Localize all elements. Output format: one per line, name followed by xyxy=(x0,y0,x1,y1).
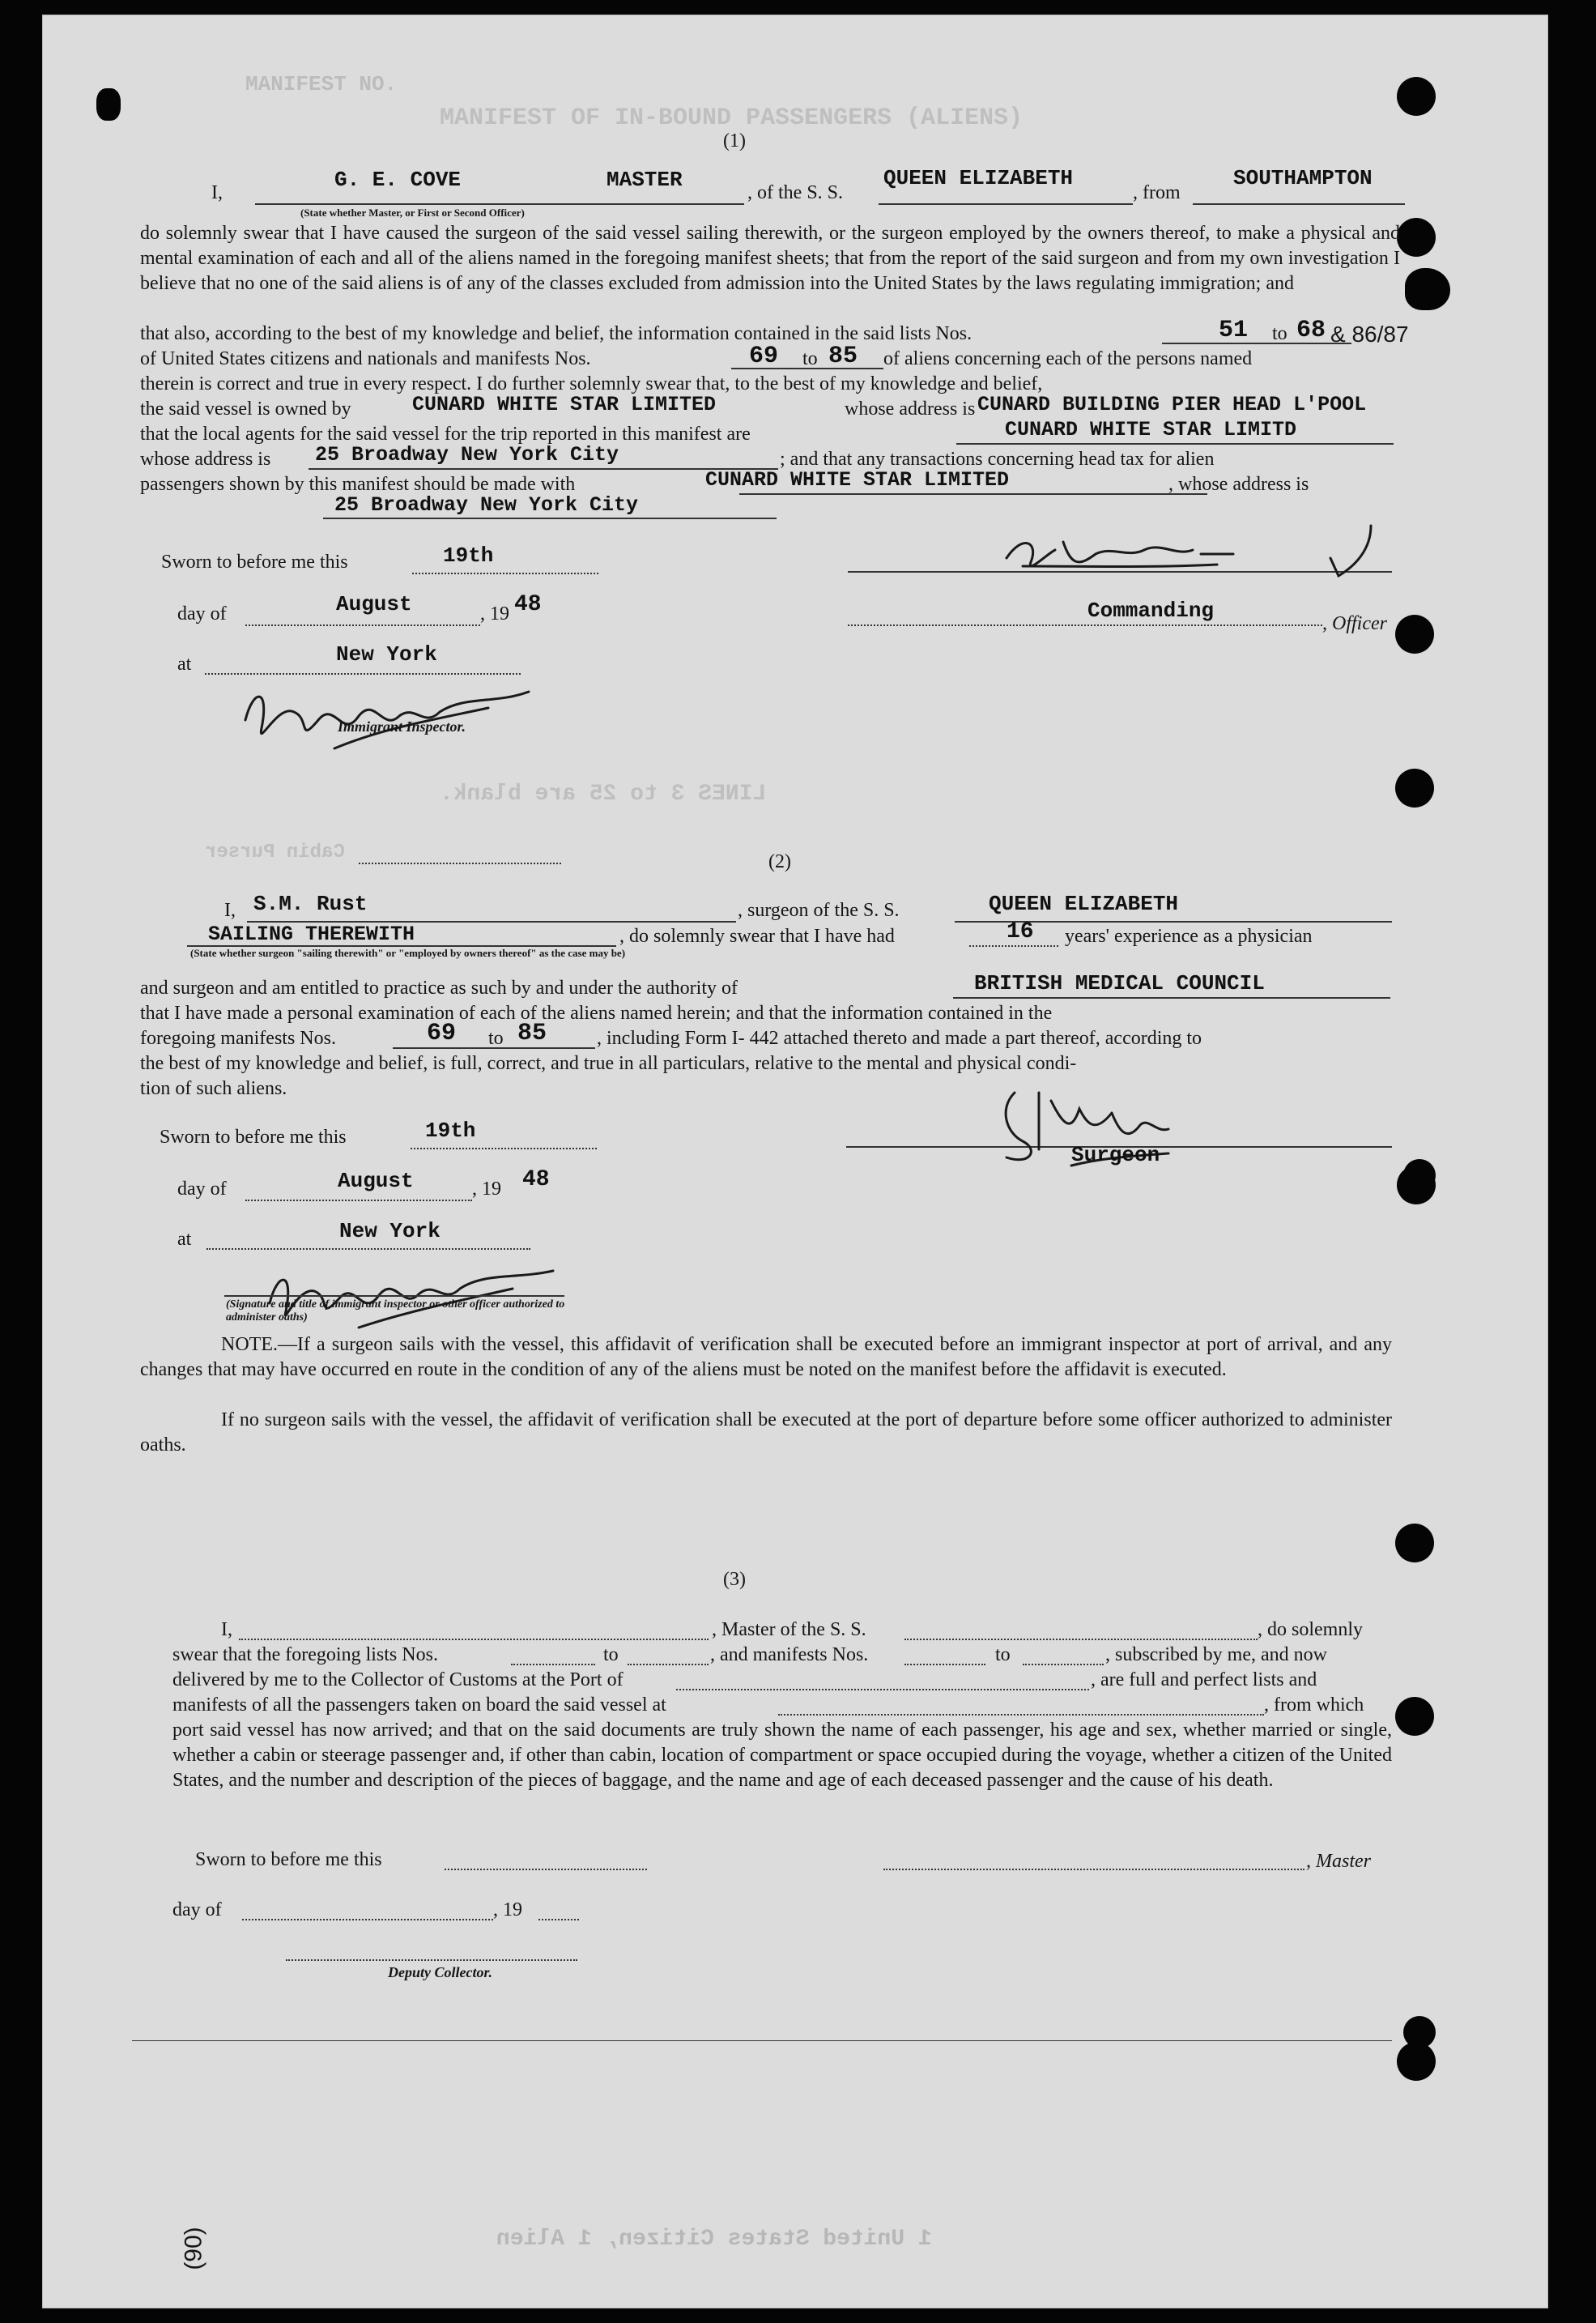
ghost-header-left: MANIFEST NO. xyxy=(245,72,398,96)
section1-p8-text: passengers shown by this manifest should be made with xyxy=(140,474,576,495)
s3-year-prefix: , 19 xyxy=(493,1899,522,1920)
s3-line1-tail: , do solemnly xyxy=(1258,1619,1363,1640)
years-line xyxy=(969,945,1058,947)
ink-blot xyxy=(1403,1159,1436,1191)
section1-i: I, xyxy=(211,182,223,203)
year-prefix-1: , 19 xyxy=(480,603,509,624)
section1-p6-text: that the local agents for the said vessel for the trip reported in this manifest are xyxy=(140,424,751,445)
section1-p3-text: of United States citizens and nationals and manifests Nos. xyxy=(140,348,591,369)
s3-line2-to-b: to xyxy=(995,1644,1011,1665)
s3-line2-to: to xyxy=(603,1644,619,1665)
commanding-line xyxy=(848,624,1322,626)
s3-line4-b: , from which xyxy=(1264,1694,1364,1716)
authority-line xyxy=(953,997,1390,999)
manifests-to: 85 xyxy=(828,343,858,370)
ghost-lines-blank: LINES 3 to 25 are blank. xyxy=(440,782,767,807)
agents-line xyxy=(956,443,1394,445)
s2-to-label: to xyxy=(488,1028,504,1049)
s3-sworn-line xyxy=(445,1869,647,1870)
s3-vessel-line xyxy=(904,1639,1258,1640)
officer-caption: , Officer xyxy=(1322,613,1387,634)
sworn-label-1: Sworn to before me this xyxy=(161,552,348,573)
s3-master-signature-line xyxy=(883,1869,1304,1870)
manifests-to-label: to xyxy=(802,348,818,369)
lists-to: 68 xyxy=(1296,317,1326,344)
punch-hole xyxy=(1397,218,1436,257)
note-paragraph-1: NOTE.—If a surgeon sails with the vessel, this affidavit of verification shall be executed before an immigrant inspector at port of arrival, and any changes that may have occurred en route in the condition of any of the aliens must be noted on the manifest before the affidavit is executed. xyxy=(140,1334,1392,1380)
s3-month-line xyxy=(242,1919,493,1920)
s3-line2-c: , and manifests Nos. xyxy=(710,1644,869,1665)
s3-collector-line xyxy=(286,1959,577,1961)
section1-p8-tail: , whose address is xyxy=(1168,474,1309,495)
at-label-2: at xyxy=(177,1229,192,1250)
headtax-address: 25 Broadway New York City xyxy=(334,493,639,517)
margin-number: (90) xyxy=(180,2227,207,2270)
inspector-line-2 xyxy=(224,1295,564,1297)
master-name: G. E. COVE xyxy=(334,168,462,192)
month-line-2 xyxy=(245,1200,472,1201)
s3-master-line xyxy=(239,1639,709,1640)
commanding: Commanding xyxy=(1087,599,1215,623)
sworn-day-line-2 xyxy=(411,1148,597,1149)
s3-paragraph: port said vessel has now arrived; and that on the said documents are truly shown the name of each passenger, his age and sex, whether married or single, whether a cabin or steerage passenger and, if other than cabin, location of compartment or space occupied during the voyage, whether a citizen of the United States, and the number and description of the pieces of baggage, and the name and age of each deceased passenger and the cause of his death. xyxy=(172,1720,1392,1791)
sworn-day-1: 19th xyxy=(443,543,494,568)
s3-manifests-from-line xyxy=(904,1664,985,1665)
owner-address-label: whose address is xyxy=(845,399,976,420)
year-2: 48 xyxy=(522,1167,550,1192)
vessel-name: QUEEN ELIZABETH xyxy=(883,166,1074,190)
lists-extra: & 86/87 xyxy=(1330,322,1409,347)
master-signature xyxy=(990,518,1411,582)
day-of-label-1: day of xyxy=(177,603,227,624)
section1-p7-tail: ; and that any transactions concerning head tax for alien xyxy=(780,449,1215,470)
day-of-label-2: day of xyxy=(177,1179,227,1200)
agents-name: CUNARD WHITE STAR LIMITD xyxy=(1005,418,1297,441)
surgeon-name: S.M. Rust xyxy=(253,892,368,916)
section1-p5-text: the said vessel is owned by xyxy=(140,399,351,420)
punch-hole xyxy=(1395,615,1434,654)
headtax-agent: CUNARD WHITE STAR LIMITED xyxy=(705,468,1010,492)
section1-p7-text: whose address is xyxy=(140,449,271,470)
ink-blot xyxy=(1405,268,1450,310)
headtax-address-line xyxy=(323,518,777,519)
s2-manifests-from: 69 xyxy=(427,1020,457,1047)
swear-text: , do solemnly swear that I have had xyxy=(619,926,895,947)
section3-number: (3) xyxy=(723,1569,746,1590)
surgeon-status: SAILING THEREWITH xyxy=(208,923,415,946)
manifests-from: 69 xyxy=(749,343,779,370)
inspector-signature-1 xyxy=(221,671,594,761)
owner-name: CUNARD WHITE STAR LIMITED xyxy=(412,393,717,416)
section2-p3-text: foregoing manifests Nos. xyxy=(140,1028,336,1049)
section1-paragraph-1: do solemnly swear that I have caused the surgeon of the said vessel sailing therewith, or the surgeon employed by the owners thereof, to make a physical and mental examination of each and all of the aliens named in the foregoing manifest sheets; that from the report of the said surgeon and from my own investigation I believe that no one of the said aliens is of any of the classes excluded from admission into the United States by the laws regulating immigration; and xyxy=(140,223,1400,294)
s3-lists-from-line xyxy=(511,1664,595,1665)
from-port: SOUTHAMPTON xyxy=(1233,166,1373,190)
month-line-1 xyxy=(245,624,480,626)
of-ss-label: , of the S. S. xyxy=(747,182,844,203)
section1-p2-text: that also, according to the best of my knowledge and belief, the information contained in the said lists Nos. xyxy=(140,323,972,344)
years-experience: 16 xyxy=(1007,919,1034,944)
ink-blot xyxy=(96,88,121,121)
master-name-line xyxy=(255,203,744,205)
surgeon-vessel: QUEEN ELIZABETH xyxy=(989,892,1179,916)
section2-number: (2) xyxy=(768,851,791,872)
manifest-page xyxy=(42,15,1548,2308)
ghost-header-right: MANIFEST OF IN-BOUND PASSENGERS (ALIENS) xyxy=(440,104,1024,132)
month-1: August xyxy=(336,592,412,616)
sworn-label-2: Sworn to before me this xyxy=(160,1127,347,1148)
s3-line4-a: manifests of all the passengers taken on board the said vessel at xyxy=(172,1694,666,1716)
s3-manifests-to-line xyxy=(1023,1664,1104,1665)
punch-hole xyxy=(1395,1697,1434,1736)
sworn-day-2: 19th xyxy=(425,1119,476,1143)
agents-address: 25 Broadway New York City xyxy=(315,443,619,467)
from-label: , from xyxy=(1133,182,1181,203)
punch-hole xyxy=(1395,769,1434,808)
ghost-footer: 1 United States Citizen, 1 Alien xyxy=(496,2227,932,2252)
section2-p4: the best of my knowledge and belief, is full, correct, and true in all particulars, relative to the mental and physical condi- xyxy=(140,1053,1077,1074)
section2-i: I, xyxy=(224,900,236,921)
note-paragraph-2: If no surgeon sails with the vessel, the affidavit of verification shall be executed at the port of departure before some officer authorized to administer oaths. xyxy=(140,1409,1392,1456)
s3-master-caption: , Master xyxy=(1306,1851,1371,1872)
s3-lists-to-line xyxy=(628,1664,709,1665)
s3-line2-a: swear that the foregoing lists Nos. xyxy=(172,1644,438,1665)
place-1: New York xyxy=(336,642,437,667)
s3-day-of: day of xyxy=(172,1899,222,1920)
section2-p1-text: and surgeon and am entitled to practice as such by and under the authority of xyxy=(140,978,738,999)
purser-line xyxy=(359,863,561,864)
surgeon-caption: Surgeon xyxy=(1071,1143,1160,1167)
vessel-line xyxy=(879,203,1133,205)
s3-sworn-label: Sworn to before me this xyxy=(195,1849,382,1870)
s2-manifests-to: 85 xyxy=(517,1020,547,1047)
status-note: (State whether surgeon "sailing therewith" or "employed by owners thereof" as the case may be) xyxy=(190,947,626,959)
section2-p2: that I have made a personal examination of each of the aliens named herein; and that the information contained in the xyxy=(140,1003,1053,1024)
s3-year-line xyxy=(538,1919,579,1920)
s3-line1-i: I, xyxy=(221,1619,232,1640)
from-line xyxy=(1193,203,1405,205)
section1-p3-tail: of aliens concerning each of the persons named xyxy=(883,348,1253,369)
years-text: years' experience as a physician xyxy=(1065,926,1313,947)
s3-line1-master: , Master of the S. S. xyxy=(712,1619,866,1640)
lists-to-label: to xyxy=(1272,323,1287,344)
punch-hole xyxy=(1397,77,1436,116)
s3-port-line xyxy=(676,1689,1089,1690)
year-prefix-2: , 19 xyxy=(472,1179,501,1200)
at-label-1: at xyxy=(177,654,192,675)
lists-from: 51 xyxy=(1219,317,1249,344)
bottom-rule xyxy=(132,2040,1392,2041)
section1-number: (1) xyxy=(723,130,746,151)
s3-line3-b: , are full and perfect lists and xyxy=(1091,1669,1317,1690)
s3-embark-line xyxy=(778,1714,1264,1716)
master-title: MASTER xyxy=(606,168,683,192)
authority: BRITISH MEDICAL COUNCIL xyxy=(974,971,1265,995)
month-2: August xyxy=(338,1169,414,1193)
headtax-line xyxy=(739,493,1207,495)
section2-p5: tion of such aliens. xyxy=(140,1078,287,1099)
s3-line3-a: delivered by me to the Collector of Customs at the Port of xyxy=(172,1669,624,1690)
s3-line2-e: , subscribed by me, and now xyxy=(1105,1644,1327,1665)
place-2: New York xyxy=(339,1219,440,1243)
surgeon-of-label: , surgeon of the S. S. xyxy=(738,900,900,921)
owner-address: CUNARD BUILDING PIER HEAD L'POOL xyxy=(977,393,1367,416)
inspector-caption-2: (Signature and title of immigrant inspector or other officer authorized to administer oaths) xyxy=(226,1298,565,1323)
year-1: 48 xyxy=(514,592,542,617)
punch-hole xyxy=(1395,1524,1434,1562)
ghost-cabin-purser: Cabin Purser xyxy=(205,842,345,863)
section2-p3-tail: , including Form I- 442 attached thereto and made a part thereof, according to xyxy=(597,1028,1202,1049)
rank-note: (State whether Master, or First or Second Officer) xyxy=(300,207,525,219)
ink-blot xyxy=(1403,2016,1436,2048)
inspector-caption-1: Immigrant Inspector. xyxy=(338,718,466,735)
section1-p4: therein is correct and true in every respect. I do further solemnly swear that, to the best of my knowledge and belief, xyxy=(140,373,1043,394)
s3-collector-caption: Deputy Collector. xyxy=(388,1964,492,1980)
sworn-day-line-1 xyxy=(412,573,598,574)
